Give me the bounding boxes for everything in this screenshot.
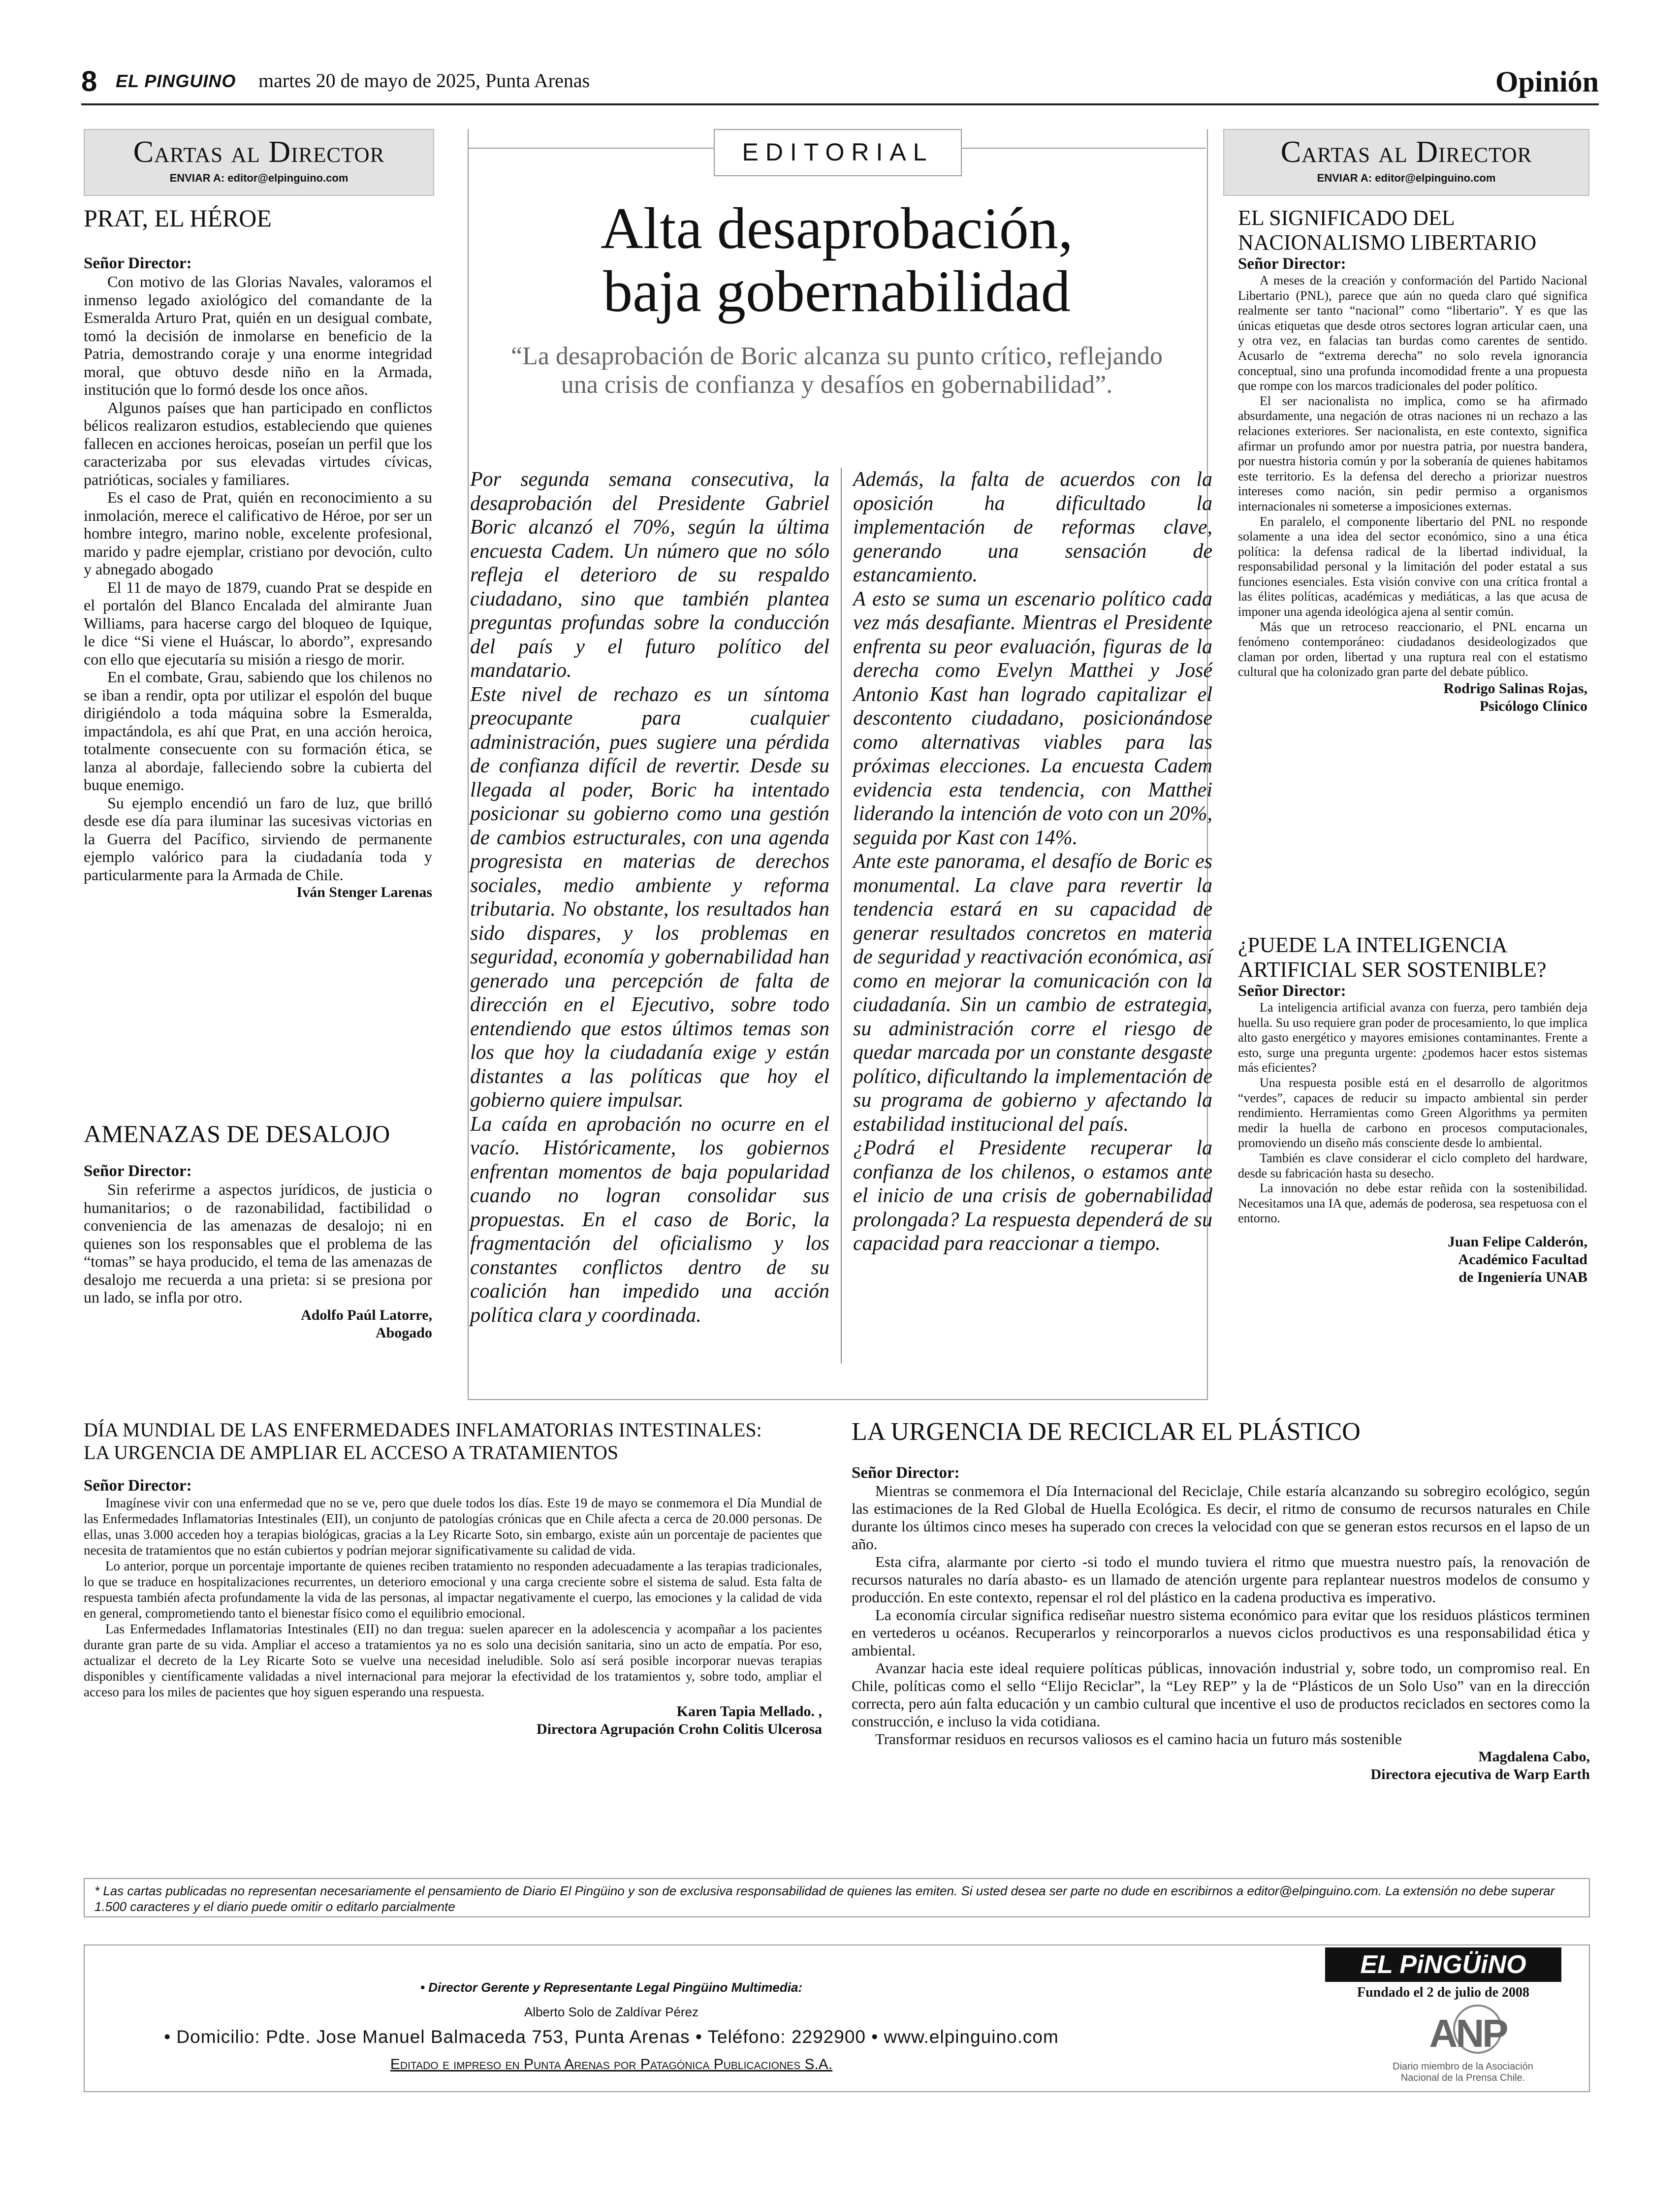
editorial-column-1 [470,468,829,1327]
signature-name: Juan Felipe Calderón, [1447,1233,1587,1250]
editorial-column-2 [853,468,1212,1256]
paragraph: Con motivo de las Glorias Navales, valoramos el inmenso legado axiológico del comandante de la Esmeralda Arturo Prat, quién en un desigual combate, tomó la decisión de inmolarse en beneficio de la Patria, demostrando coraje y una enorme integridad moral, que obtuvo desde niño en la Armada, institución que lo formó desde los once años. [84,273,432,398]
letter-body [84,1180,432,1306]
paragraph: Avanzar hacia este ideal requiere políticas públicas, innovación industrial y, sobre todo, un compromiso real. En Chile, políticas como el sello “Elijo Reciclar”, la “Ley REP” y la de “Plásticos de un Solo Uso” van en la dirección correcta, pero aún falta educación y un cambio cultural que incentive el uso de productos reciclados en sectores como la construcción, e incluso la vida cotidiana. [852,1659,1590,1730]
page-number: 8 [81,65,97,97]
signature-title: de Ingeniería UNAB [1458,1269,1587,1285]
signature-name: Karen Tapia Mellado. , [676,1703,822,1720]
paragraph: Además, la falta de acuerdos con la oposición ha dificultado la implementación de reformas clave, generando una sensación de estancamiento. [853,468,1212,586]
disclaimer-text: * Las cartas publicadas no representan necesariamente el pensamiento de Diario El Pingüino y son de exclusiva responsabilidad de quienes las emiten. Si usted desea ser parte no dude en escribirnos a editor@elpinguino.com. La extensión no debe superar 1.500 caracteres y el diario puede omitir o editarlo parcialmente [95,1883,1555,1914]
letter-body [84,1495,822,1700]
letter-heading: LA URGENCIA DE RECICLAR EL PLÁSTICO [852,1418,1361,1446]
paragraph: Más que un retroceso reaccionario, el PNL encarna un fenómeno contemporáneo: ciudadanos desideologizados que claman por orden, libertad y una ruptura real con el estatismo cultural que ha colonizado gran parte del debate público. [1238,619,1587,679]
paragraph: Esta cifra, alarmante por cierto -si todo el mundo tuviera el ritmo que muestra nuestro país, la renovación de recursos naturales no daría abasto- es un llamado de atención urgente para replantear nuestros modelos de consumo y producción. En este contexto, repensar el rol del plástico en la cadena productiva es imperativo. [852,1553,1590,1606]
letter-salutation: Señor Director: [84,1477,192,1495]
signature-name: Magdalena Cabo, [1478,1749,1590,1765]
letter-body [852,1482,1590,1748]
letter-salutation: Señor Director: [84,255,192,272]
anp-caption-line: Nacional de la Prensa Chile. [1400,2072,1525,2083]
address-line: • Domicilio: Pdte. Jose Manuel Balmaceda 753, Punta Arenas • Teléfono: 2292900 • www.elpinguino.com [164,2027,1059,2047]
anp-logo-text: ANP [1429,2011,1507,2055]
letter-body [1238,273,1587,680]
paragraph: Su ejemplo encendió un faro de luz, que brilló desde ese día para iluminar las sucesivas victorias en la Guerra del Pacífico, sirviendo de permanente ejemplo valórico para la ciudadanía toda y particularmente para la Armada de Chile. [84,794,432,884]
signature-name: Adolfo Paúl Latorre, [301,1306,432,1323]
signature-title: Directora Agrupación Crohn Colitis Ulcerosa [537,1721,822,1737]
paragraph: Las Enfermedades Inflamatorias Intestinales (EII) no dan tregua: suelen aparecer en la adolescencia y acompañar a los pacientes durante gran parte de su vida. Ampliar el acceso a tratamientos ya no es solo una decisión sanitaria, sino un acto de empatía. Por eso, actualizar el decreto de la Ley Ricarte Soto se vuelve una necesidad ineludible. Solo así será posible incorporar nuevas terapias disponibles y científicamente validadas a nivel internacional para mejorar la efectividad de los tratamientos y, sobre todo, ampliar el acceso para los miles de pacientes que hoy siguen esperando una respuesta. [84,1622,822,1699]
letter-nacionalismo [1238,206,1587,715]
paragraph: En paralelo, el componente libertario del PNL no responde solamente a una idea del sector económico, sino a una ética política: la defensa radical de la libertad individual, la responsabilidad personal y la limitación del poder estatal a sus funciones esenciales. Esta visión convive con una crítica frontal a las élites políticas, académicas y mediáticas, a las que acusa de imponer una agenda ideológica ajena al sentir común. [1238,514,1587,619]
editorial-rule-right [960,148,1206,149]
disclaimer-box [84,1878,1590,1917]
signature-name: Rodrigo Salinas Rojas, [1443,680,1587,697]
paragraph: A meses de la creación y conformación del Partido Nacional Libertario (PNL), parece que aún no queda claro qué significa realmente ser tanto “nacional” como “libertario”. Y es que las únicas etiquetas que desde otros sectores logran articular caen, una y otra vez, en falacias tan burdas como carentes de sentido. Acusarlo de “extrema derecha” no solo revela ignorancia conceptual, sino una profunda incomodidad frente a una propuesta que rompe con los marcos tradicionales del poder político. [1238,273,1587,393]
paragraph: Sin referirme a aspectos jurídicos, de justicia o humanitarios; o de razonabilidad, factibilidad o conveniencia de las amenazas de desalojo; ni en quienes son los responsables que el problema de las “tomas” se haya producido, el tema de las amenazas de desalojo me recuerda a una prieta: si se presiona por un lado, se infla por otro. [84,1180,432,1306]
cartas-title: Cartas al Director [133,135,385,169]
heading-line: DÍA MUNDIAL DE LAS ENFERMEDADES INFLAMATORIAS INTESTINALES: [84,1419,762,1441]
paragraph: La innovación no debe estar reñida con la sostenibilidad. Necesitamos una IA que, además de poderosa, sea respetuosa con el entorno. [1238,1181,1587,1226]
director-label: • Director Gerente y Representante Legal Pingüino Multimedia: [420,1980,803,1995]
paragraph: La caída en aprobación no ocurre en el vacío. Históricamente, los gobiernos enfrentan momentos de baja popularidad cuando no logran consolidar sus propuestas. En el caso de Boric, la fragmentación del oficialismo y los constantes conflictos dentro de su coalición han impedido una acción política clara y coordinada. [470,1113,829,1327]
cartas-header-left [84,129,434,196]
paragraph: Ante este panorama, el desafío de Boric es monumental. La clave para revertir la tendencia estará en su capacidad de generar resultados concretos en materia de seguridad y reactivación económica, así como en mejorar la comunicación con la ciudadanía. Sin un cambio de estrategia, su administración corre el riesgo de quedar marcada por un constante desgaste político, dificultando la implementación de su programa de gobierno y afectando la estabilidad institucional del país. [853,850,1212,1136]
letter-ia [1238,933,1587,1286]
paragraph: Imagínese vivir con una enfermedad que no se ve, pero que duele todos los días. Este 19 de mayo se conmemora el Día Mundial de las Enfermedades Inflamatorias Intestinales (EII), un conjunto de patologías crónicas que en Chile afecta a cerca de 20.000 personas. De ellas, unas 3.000 acceden hoy a terapias biológicas, gracias a la Ley Ricarte Soto, sin embargo, existe aún un porcentaje de pacientes que necesita de tratamientos que no están cubiertos y podrían mejorar significativamente su calidad de vida. [84,1496,822,1558]
paragraph: Lo anterior, porque un porcentaje importante de quienes reciben tratamiento no responden adecuadamente a las terapias tradicionales, lo que se traduce en hospitalizaciones recurrentes, un deterioro emocional y una carga creciente sobre el sistema de salud. Esta falta de respuesta también afecta profundamente la vida de las personas, al impactar negativamente el cuerpo, las emociones y la calidad de vida en general, comprometiendo tanto el bienestar físico como el equilibrio emocional. [84,1559,822,1621]
editorial-title [468,197,1206,323]
paragraph: En el combate, Grau, sabiendo que los chilenos no se iban a rendir, opta por utilizar el espolón del buque dirigiéndolo a toda máquina sobre la Esmeralda, impactándola, es ahí que Prat, en una acción heroica, totalmente consecuente con su formación ética, se lanza al abordaje, falleciendo sobre la cubierta del buque enemigo. [84,668,432,794]
anp-logo [1419,2002,1517,2061]
paragraph: Una respuesta posible está en el desarrollo de algoritmos “verdes”, capaces de reducir su impacto ambiental sin perder rendimiento. Herramientas como Green Algorithms ya permiten medir la huella de carbono en procesos computacionales, promoviendo un diseño más consciente desde lo ambiental. [1238,1075,1587,1150]
paragraph: La inteligencia artificial avanza con fuerza, pero también deja huella. Su uso requiere gran poder de procesamiento, lo que implica alto gasto energético y mayores emisiones contaminantes. Frente a esto, surge una pregunta urgente: ¿podemos hacer estos sistemas más eficientes? [1238,1000,1587,1075]
editorial-rule-left [468,148,714,149]
footer-box [84,1944,1590,2092]
editorial-label-box [714,129,962,176]
paragraph: A esto se suma un escenario político cada vez más desafiante. Mientras el Presidente enfrenta su peor evaluación, figuras de la derecha como Evelyn Matthei y José Antonio Kast han logrado capitalizar el descontento ciudadano, posicionándose como alternativas viables para las próximas elecciones. La encuesta Cadem evidencia esta tendencia, con Matthei liderando la intención de voto con un 20%, seguida por Kast con 14%. [853,587,1212,849]
heading-line: LA URGENCIA DE AMPLIAR EL ACCESO A TRATAMIENTOS [84,1441,619,1464]
paragraph: El 11 de mayo de 1879, cuando Prat se despide en el portalón del Blanco Encalada del almirante Juan Williams, para hacerse cargo del bloqueo de Iquique, le dice “Si viene el Huáscar, lo abordo”, expresando con ello que ejecutaría su misión a riesgo de morir. [84,578,432,668]
brand-name: EL PINGUINO [116,71,236,91]
letter-reciclaje [852,1418,1590,1784]
title-line: Alta desaprobación, [601,195,1073,261]
cartas-email: ENVIAR A: editor@elpinguino.com [169,172,349,184]
section-title: Opinión [1495,65,1599,98]
paragraph: También es clave considerar el ciclo completo del hardware, desde su fabricación hasta su desecho. [1238,1150,1587,1180]
letter-body [1238,1000,1587,1226]
letter-body [84,273,432,884]
paragraph: Por segunda semana consecutiva, la desaprobación del Presidente Gabriel Boric alcanzó el 70%, según la última encuesta Cadem. Un número que no sólo refleja el deterioro de su respaldo ciudadano, sino que también plantea preguntas profundas sobre la conducción del país y el futuro político del mandatario. [470,468,829,682]
cartas-email: ENVIAR A: editor@elpinguino.com [1317,172,1496,184]
letter-salutation: Señor Director: [1238,982,1346,1000]
cartas-header-right [1223,129,1589,196]
signature-title: Directora ejecutiva de Warp Earth [1370,1766,1590,1783]
director-name: Alberto Solo de Zaldívar Pérez [524,2005,699,2019]
paragraph: La economía circular significa rediseñar nuestro sistema económico para evitar que los residuos plásticos terminen en vertederos u océanos. Recuperarlos y reincorporarlos a nuevos ciclos productivos es una responsabilidad ética y ambiental. [852,1606,1590,1659]
paragraph: ¿Podrá el Presidente recuperar la confianza de los chilenos, o estamos ante el inicio de una crisis de gobernabilidad prolongada? La respuesta dependerá de su capacidad para reaccionar a tiempo. [853,1137,1212,1255]
letter-eii [84,1419,822,1738]
page-header [81,65,1599,99]
letter-heading: PRAT, EL HÉROE [84,204,272,232]
letter-salutation: Señor Director: [1238,255,1346,273]
title-line: baja gobernabilidad [603,258,1071,324]
paragraph: Algunos países que han participado en conflictos bélicos realizaron estudios, estableciendo que quienes fallecen en acciones heroicas, poseían un perfil que los caracterizaba por sus elevadas virtudes cívicas, patrióticas, sociales y familiares. [84,398,432,488]
paragraph: Es el caso de Prat, quién en reconocimiento a su inmolación, merece el calificativo de Héroe, por ser un hombre integro, marino noble, excelente profesional, marido y padre ejemplar, cristiano por devoción, culto y abnegado abogado [84,488,432,578]
letter-heading: ¿PUEDE LA INTELIGENCIA ARTIFICIAL SER SOSTENIBLE? [1238,933,1547,982]
signature-title: Abogado [375,1324,432,1341]
founded-date: Fundado el 2 de julio de 2008 [1357,1985,1530,2000]
paragraph: Mientras se conmemora el Día Internacional del Reciclaje, Chile estaría alcanzando su sobregiro ecológico, según las estimaciones de la Red Global de Huella Ecológica. Es decir, el ritmo de consumo de recursos naturales en Chile durante los últimos cinco meses ha superado con creces la velocidad con que se generan estos recursos en el lapso de un año. [852,1482,1590,1553]
letter-desalojo [84,1120,432,1342]
letter-heading [84,1419,822,1464]
paragraph: Este nivel de rechazo es un síntoma preocupante para cualquier administración, pues sugiere una pérdida de confianza difícil de revertir. Desde su llegada al poder, Boric ha intentado posicionar su gobierno como una gestión de cambios estructurales, con una agenda progresista en materias de derechos sociales, medio ambiente y reforma tributaria. No obstante, los resultados han sido dispares, y los problemas en seguridad, economía y gobernabilidad han generado una percepción de falta de dirección en el Ejecutivo, sobre todo entendiendo que estos últimos temas son los que hoy la ciudadanía exige y están distantes a las políticas que hoy el gobierno quiere impulsar. [470,683,829,1112]
header-rule [81,103,1599,105]
signature-title: Psicólogo Clínico [1479,698,1587,715]
signature-title: Académico Facultad [1458,1251,1587,1268]
letter-heading: EL SIGNIFICADO DEL NACIONALISMO LIBERTARIO [1238,206,1537,255]
letter-salutation: Señor Director: [84,1162,192,1180]
printed-by: Editado e impreso en Punta Arenas por Patagónica Publicaciones S.A. [390,2056,833,2072]
column-divider [841,468,842,1364]
cartas-title: Cartas al Director [1280,135,1532,169]
editorial-label: EDITORIAL [742,138,934,166]
anp-caption [1364,2061,1561,2084]
paragraph: Transformar residuos en recursos valiosos es el camino hacia un futuro más sostenible [875,1730,1402,1748]
paragraph: El ser nacionalista no implica, como se ha afirmado absurdamente, una negación de otras naciones ni un rechazo a las relaciones exteriores. Ser nacionalista, en este contexto, significa afirmar un profundo amor por nuestra patria, por nuestra bandera, por nuestra historia común y por la soberanía de quienes habitamos este territorio. Es la defensa del derecho a priorizar nuestros intereses como nación, sin pedir permiso a organismos internacionales ni someterse a imposiciones externas. [1238,393,1587,513]
el-pinguino-logo [1325,1947,1561,1982]
letter-prat [84,204,432,901]
letter-salutation: Señor Director: [852,1464,960,1482]
letter-signature: Iván Stenger Larenas [296,884,432,900]
logo-text: EL PiNGÜiNO [1360,1950,1526,1979]
letter-heading: AMENAZAS DE DESALOJO [84,1120,390,1147]
editorial-quote: “La desaprobación de Boric alcanza su punto crítico, reflejando una crisis de confianza y desafíos en gobernabilidad”. [511,342,1163,399]
anp-caption-line: Diario miembro de la Asociación [1393,2061,1533,2072]
date-line: martes 20 de mayo de 2025, Punta Arenas [258,69,590,92]
